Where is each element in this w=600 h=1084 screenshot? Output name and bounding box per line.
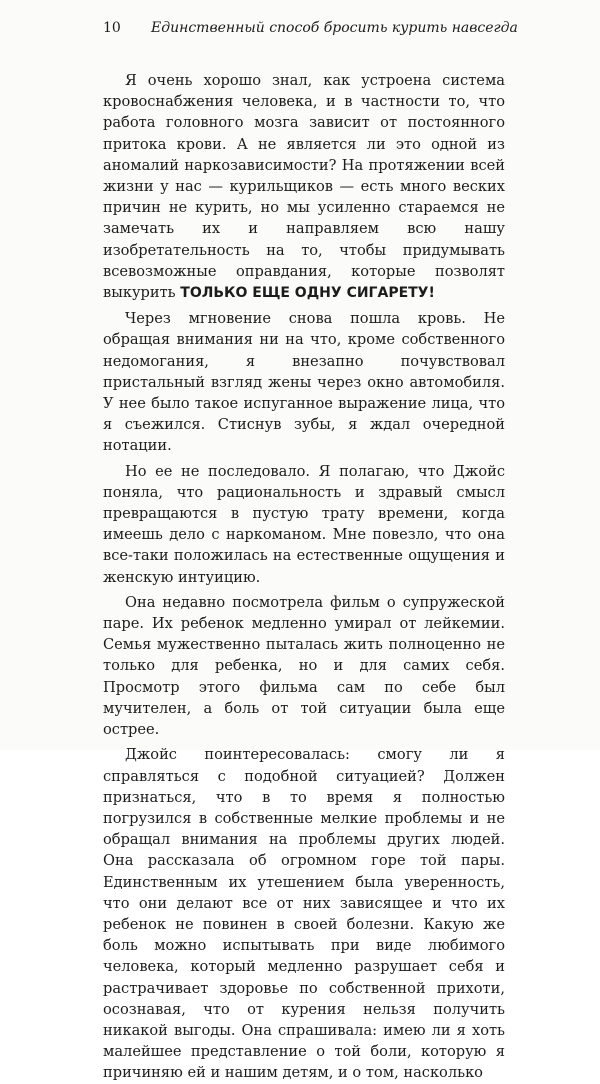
- paragraph-2: Через мгновение снова пошла кровь. Не обращая внимания ни на что, кроме собственного недомогания, я внезапно почувствовал пристальный взгляд жены через окно автомобиля. У нее было такое испуганное выражение лица, что я съежился. Стиснув зубы, я ждал очередной нотации.: [103, 310, 505, 455]
- paragraph-1: [103, 70, 505, 304]
- page-number: 10: [103, 20, 121, 36]
- paragraph-4: Она недавно посмотрела фильм о супружеской паре. Их ребенок медленно умирал от лейкемии. Семья мужественно пыталась жить полноценно не только для ребенка, но и для самих себя. Просмотр этого фильма сам по себе был мучителен, а боль от той ситуации была еще острее.: [103, 593, 505, 739]
- paragraph-text: Я очень хорошо знал, как устроена система кровоснабжения человека, и в частности то, что работа головного мозга зависит от постоянного притока крови. А не является ли это одной из аномалий наркозависимости? На протяжении всей жизни у нас — курильщиков — есть много веских причин не курить, но мы усиленно стараемся не замечать их и направляем всю нашу изобретательность на то, чтобы придумывать всевозможные оправдания, которые позволят выкурить: [103, 72, 505, 302]
- running-header: [103, 18, 523, 38]
- body-text: [103, 70, 505, 1084]
- emphasized-phrase: ТОЛЬКО ЕЩЕ ОДНУ СИГАРЕТУ!: [180, 285, 435, 302]
- paragraph-3: Но ее не последовало. Я полагаю, что Джойс поняла, что рациональность и здравый смысл превращаются в пустую трату времени, когда имеешь дело с наркоманом. Мне повезло, что она все-таки положилась на естественные ощущения и женскую интуицию.: [103, 462, 505, 586]
- paragraph-5: Джойс поинтересовалась: смогу ли я справляться с подобной ситуацией? Должен признаться, что в то время я полностью погрузился в собственные мелкие проблемы и не обращал внимания на проблемы других людей. Она рассказала об огромном горе той пары. Единственным их утешением была уверенность, что они делают все от них зависящее и что их ребенок не повинен в своей болезни. Какую же боль можно испытывать при виде любимого человека, который медленно разрушает себя и растрачивает здоровье по собственной прихоти, осознавая, что от курения нельзя получить никакой выгоды. Она спрашивала: имею ли я хоть малейшее представление о той боли, которую я причиняю ей и нашим детям, и о том, насколько: [103, 746, 505, 1082]
- book-title: Единственный способ бросить курить навсегда: [151, 20, 518, 36]
